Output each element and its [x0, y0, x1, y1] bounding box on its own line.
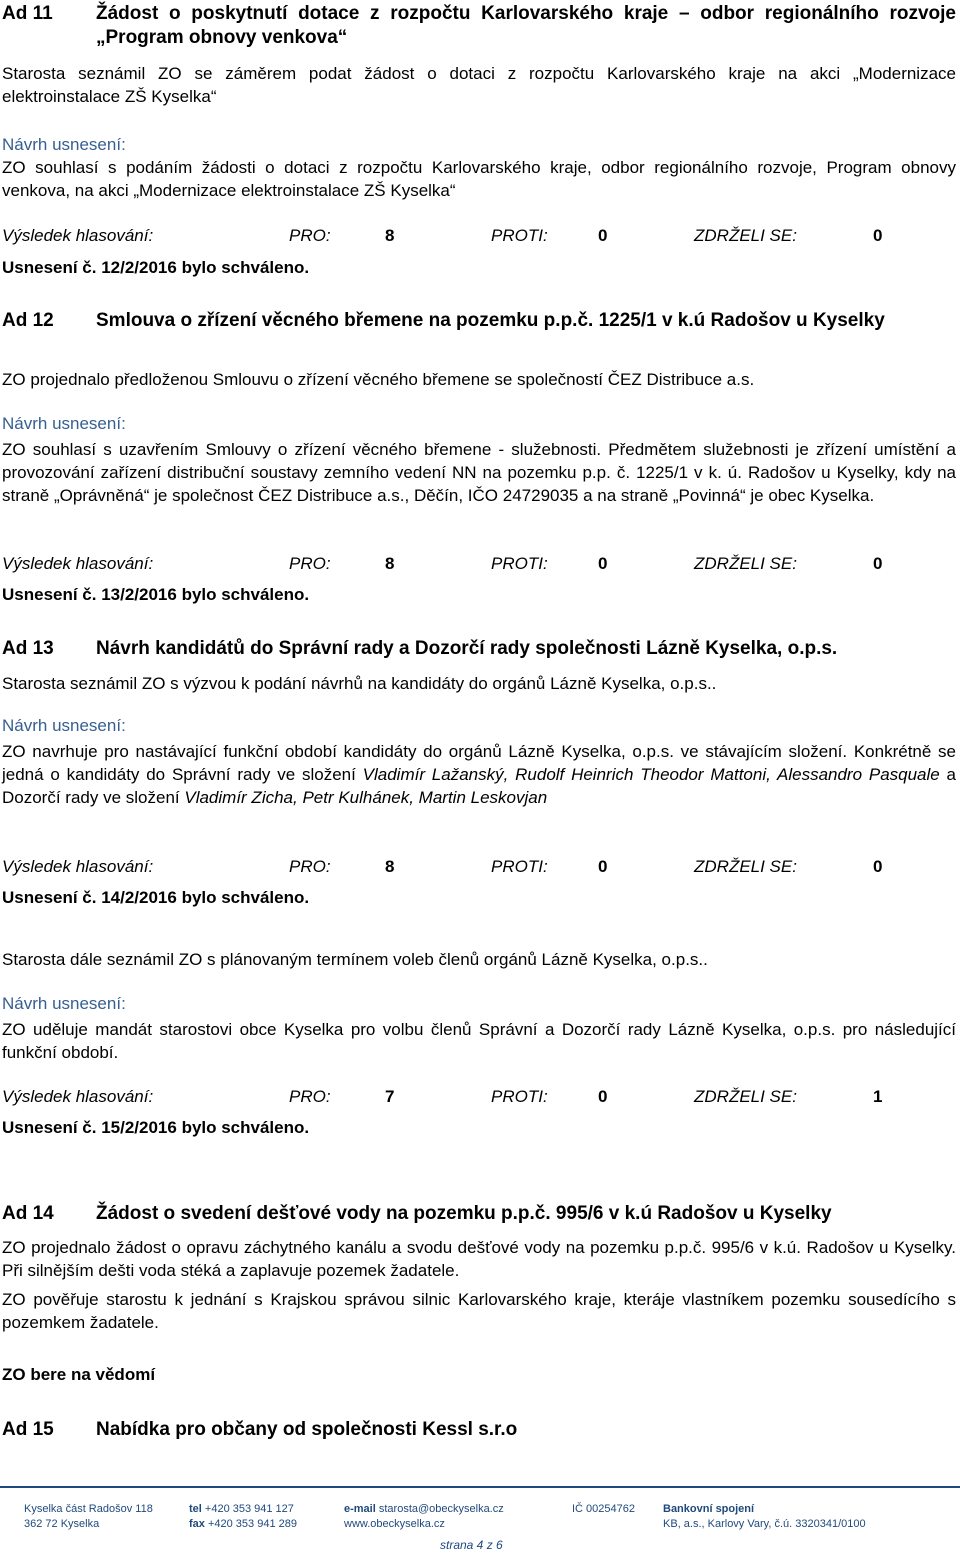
fax-value: +420 353 941 289	[207, 1518, 297, 1530]
section-title: Nabídka pro občany od společnosti Kessl s.r.o	[96, 1419, 518, 1440]
paragraph: Starosta seznámil ZO s výzvou k podání návrhů na kandidáty do orgánů Lázně Kyselka, o.p.s..	[2, 674, 717, 693]
resolution-text	[2, 740, 956, 809]
vote-result	[2, 552, 956, 575]
vote-pro-label: PRO:	[289, 857, 331, 876]
vote-label: Výsledek hlasování:	[2, 226, 154, 245]
vote-proti-count: 0	[598, 226, 608, 245]
vote-label: Výsledek hlasování:	[2, 857, 154, 876]
section-title: Návrh kandidátů do Správní rady a Dozorčí rady společnosti Lázně Kyselka, o.p.s.	[96, 638, 838, 659]
vote-proti-count: 0	[598, 1087, 608, 1106]
vote-label: Výsledek hlasování:	[2, 554, 154, 573]
section-heading-ad14	[2, 1202, 956, 1226]
email-label: e-mail	[344, 1503, 376, 1515]
vote-result	[2, 1085, 956, 1108]
paragraph: ZO pověřuje starostu k jednání s Krajskou správou silnic Karlovarského kraje, kteráje vlastníkem pozemku sousedícího s pozemkem žadatele.	[2, 1290, 956, 1332]
vote-pro-label: PRO:	[289, 226, 331, 245]
section-title: Žádost o svedení dešťové vody na pozemku p.p.č. 995/6 v k.ú Radošov u Kyselky	[96, 1203, 832, 1224]
vote-pro-count: 8	[385, 857, 395, 876]
website-link[interactable]: www.obeckyselka.cz	[344, 1518, 445, 1530]
bank-account: KB, a.s., Karlovy Vary, č.ú. 3320341/0100	[663, 1518, 866, 1530]
section-heading-ad15	[2, 1418, 956, 1442]
resolution-label: Návrh usnesení:	[2, 994, 126, 1013]
vote-pro-count: 8	[385, 554, 395, 573]
section-number: Ad 14	[2, 1203, 54, 1224]
vote-result	[2, 855, 956, 878]
section-number: Ad 12	[2, 310, 54, 331]
vote-zdrzeli-count: 0	[873, 857, 883, 876]
vote-zdrzeli-label: ZDRŽELI SE:	[694, 554, 797, 573]
resolution-text: ZO souhlasí s uzavřením Smlouvy o zřízení věcného břemene - služebnosti. Předmětem služebnosti je zřízení umístění a provozování zařízení distribuční soustavy zemního vedení NN na pozemku p.p. č. 1225/1 v k. ú. Radošov u Kyselky, kdy na straně „Oprávněná“ je společnost ČEZ Distribuce a.s., Děčín, IČO 24729035 a na straně „Povinná“ je obec Kyselka.	[2, 440, 956, 505]
footer-ico	[572, 1502, 635, 1517]
section-heading-ad12	[2, 309, 956, 333]
vote-proti-label: PROTI:	[491, 857, 548, 876]
resolution-approved: Usnesení č. 12/2/2016 bylo schváleno.	[2, 258, 310, 277]
vote-zdrzeli-count: 0	[873, 554, 883, 573]
tel-value: +420 353 941 127	[204, 1503, 294, 1515]
resolution-approved: Usnesení č. 15/2/2016 bylo schváleno.	[2, 1118, 310, 1137]
resolution-text-part: ZO navrhuje pro nastávající funkční období kandidáty do orgánů Lázně Kyselka, o.p.s. ve stávajícím složení. Konkrétně se jedná o kandidáty do Správní rady ve složení	[2, 742, 956, 784]
paragraph: ZO projednalo žádost o opravu záchytného kanálu a svodu dešťové vody na pozemku p.p.č. 995/6 v k.ú. Radošov u Kyselky. Při silnějším dešti voda stéká a zaplavuje pozemek žadatele.	[2, 1238, 956, 1280]
supervisory-candidates: Vladimír Zicha, Petr Kulhánek, Martin Leskovjan	[184, 788, 548, 807]
noted-label: ZO bere na vědomí	[2, 1365, 156, 1384]
board-candidates: Vladimír Lažanský, Rudolf Heinrich Theodor Mattoni, Alessandro Pasquale	[362, 765, 940, 784]
footer-contact	[344, 1502, 504, 1532]
section-heading-ad11	[2, 2, 956, 50]
section-number: Ad 13	[2, 638, 54, 659]
vote-label: Výsledek hlasování:	[2, 1087, 154, 1106]
resolution-approved: Usnesení č. 14/2/2016 bylo schváleno.	[2, 888, 310, 907]
vote-pro-count: 7	[385, 1087, 395, 1106]
vote-zdrzeli-count: 0	[873, 226, 883, 245]
email-link[interactable]: starosta@obeckyselka.cz	[378, 1503, 504, 1515]
vote-zdrzeli-label: ZDRŽELI SE:	[694, 1087, 797, 1106]
footer-divider	[0, 1486, 960, 1488]
vote-pro-label: PRO:	[289, 554, 331, 573]
footer-bank	[663, 1502, 866, 1532]
section-title: Smlouva o zřízení věcného břemene na pozemku p.p.č. 1225/1 v k.ú Radošov u Kyselky	[96, 310, 885, 331]
section-title: Žádost o poskytnutí dotace z rozpočtu Karlovarského kraje – odbor regionálního rozvoje „Program obnovy venkova“	[96, 3, 956, 48]
resolution-label: Návrh usnesení:	[2, 135, 126, 154]
resolution-text: ZO uděluje mandát starostovi obce Kyselka pro volbu členů Správní a Dozorčí rady Lázně Kyselka, o.p.s. pro následující funkční období.	[2, 1020, 956, 1062]
section-number: Ad 15	[2, 1419, 54, 1440]
fax-label: fax	[189, 1518, 205, 1530]
vote-proti-label: PROTI:	[491, 1087, 548, 1106]
paragraph: Starosta seznámil ZO se záměrem podat žádost o dotaci z rozpočtu Karlovarského kraje na akci „Modernizace elektroinstalace ZŠ Kyselka“	[2, 64, 956, 106]
vote-pro-label: PRO:	[289, 1087, 331, 1106]
vote-proti-label: PROTI:	[491, 554, 548, 573]
footer-address-line: 362 72 Kyselka	[24, 1518, 100, 1530]
page-footer	[0, 1486, 960, 1552]
resolution-approved: Usnesení č. 13/2/2016 bylo schváleno.	[2, 585, 310, 604]
ico-value: IČ 00254762	[572, 1503, 635, 1515]
bank-label: Bankovní spojení	[663, 1503, 755, 1515]
footer-phone	[189, 1502, 297, 1532]
footer-address-line: Kyselka část Radošov 118	[24, 1503, 153, 1515]
vote-zdrzeli-label: ZDRŽELI SE:	[694, 226, 797, 245]
resolution-text-part: a Dozorčí rady ve složení	[2, 765, 957, 807]
paragraph: ZO projednalo předloženou Smlouvu o zřízení věcného břemene se společností ČEZ Distribuce a.s.	[2, 370, 755, 389]
tel-label: tel	[189, 1503, 202, 1515]
vote-result	[2, 224, 956, 247]
page-number: strana 4 z 6	[440, 1538, 503, 1552]
section-number: Ad 11	[2, 3, 53, 24]
vote-zdrzeli-label: ZDRŽELI SE:	[694, 857, 797, 876]
paragraph: Starosta dále seznámil ZO s plánovaným termínem voleb členů orgánů Lázně Kyselka, o.p.s..	[2, 950, 708, 969]
resolution-label: Návrh usnesení:	[2, 414, 126, 433]
resolution-text: ZO souhlasí s podáním žádosti o dotaci z rozpočtu Karlovarského kraje, odbor regionálního rozvoje, Program obnovy venkova, na akci „Modernizace elektroinstalace ZŠ Kyselka“	[2, 158, 956, 200]
section-heading-ad13	[2, 637, 956, 661]
vote-proti-count: 0	[598, 554, 608, 573]
vote-pro-count: 8	[385, 226, 395, 245]
footer-address	[24, 1502, 153, 1532]
resolution-label: Návrh usnesení:	[2, 716, 126, 735]
vote-proti-count: 0	[598, 857, 608, 876]
vote-zdrzeli-count: 1	[873, 1087, 883, 1106]
vote-proti-label: PROTI:	[491, 226, 548, 245]
